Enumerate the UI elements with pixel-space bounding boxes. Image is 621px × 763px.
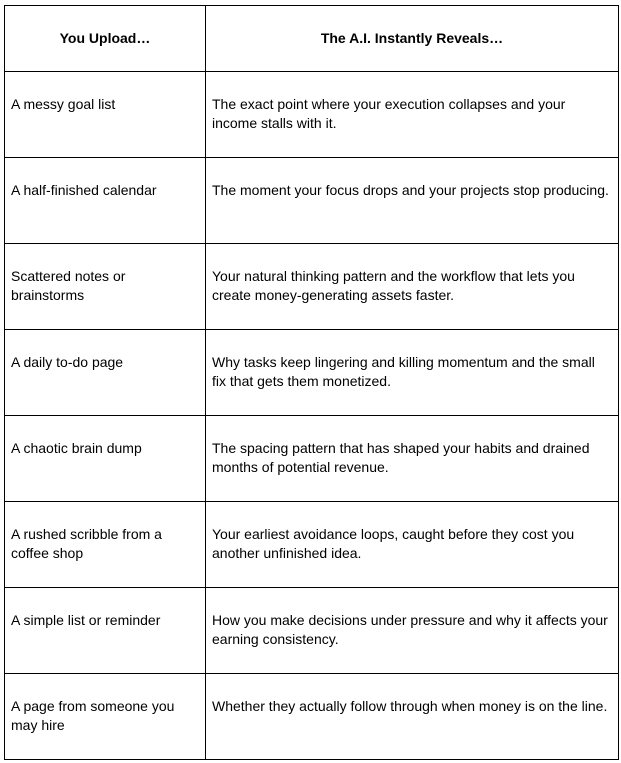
table-row [5,330,619,416]
reveal-cell: The moment your focus drops and your projects stop producing. [206,158,619,244]
upload-cell: A simple list or reminder [5,588,206,674]
table-row [5,72,619,158]
table-row [5,674,619,760]
reveal-cell: Your earliest avoidance loops, caught before they cost you another unfinished idea. [206,502,619,588]
table-row [5,416,619,502]
table-row [5,158,619,244]
upload-cell: A messy goal list [5,72,206,158]
reveal-cell: The spacing pattern that has shaped your habits and drained months of potential revenue. [206,416,619,502]
upload-cell: A page from someone you may hire [5,674,206,760]
reveal-cell: Your natural thinking pattern and the workflow that lets you create money-generating assets faster. [206,244,619,330]
table-row [5,502,619,588]
table-row [5,588,619,674]
header-you-upload: You Upload… [5,6,206,72]
table-row [5,244,619,330]
reveal-cell: Whether they actually follow through when money is on the line. [206,674,619,760]
comparison-table [4,5,619,760]
reveal-cell: The exact point where your execution collapses and your income stalls with it. [206,72,619,158]
upload-cell: A daily to-do page [5,330,206,416]
upload-cell: A rushed scribble from a coffee shop [5,502,206,588]
upload-cell: A half-finished calendar [5,158,206,244]
upload-cell: A chaotic brain dump [5,416,206,502]
reveal-cell: How you make decisions under pressure and why it affects your earning consistency. [206,588,619,674]
upload-cell: Scattered notes or brainstorms [5,244,206,330]
reveal-cell: Why tasks keep lingering and killing momentum and the small fix that gets them monetized. [206,330,619,416]
header-row [5,6,619,72]
header-ai-reveals: The A.I. Instantly Reveals… [206,6,619,72]
